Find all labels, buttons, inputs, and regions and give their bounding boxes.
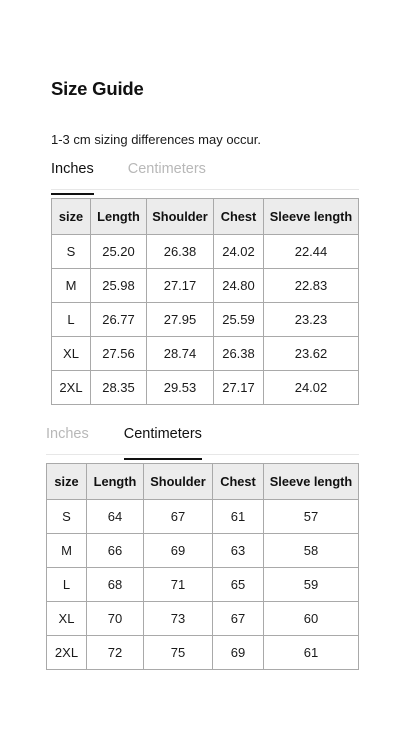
table-cell: 61 <box>264 636 359 670</box>
table-cell: 24.02 <box>264 371 359 405</box>
column-header-size: size <box>52 199 91 235</box>
table-cell: 26.77 <box>91 303 147 337</box>
unit-tabs-centimeters-section <box>46 422 359 455</box>
table-cell: 63 <box>213 534 264 568</box>
table-cell: 65 <box>213 568 264 602</box>
inches-size-table <box>51 198 359 405</box>
table-header-row <box>52 199 359 235</box>
table-cell: M <box>47 534 87 568</box>
table-cell: 60 <box>264 602 359 636</box>
table-cell: 73 <box>144 602 213 636</box>
table-cell: 69 <box>213 636 264 670</box>
table-cell: 27.95 <box>147 303 214 337</box>
table-cell: 25.98 <box>91 269 147 303</box>
table-cell: 75 <box>144 636 213 670</box>
table-cell: 26.38 <box>147 235 214 269</box>
table-cell: S <box>47 500 87 534</box>
column-header-sleeve-length: Sleeve length <box>264 464 359 500</box>
table-cell: 27.56 <box>91 337 147 371</box>
column-header-chest: Chest <box>214 199 264 235</box>
table-row <box>47 568 359 602</box>
table-cell: 72 <box>87 636 144 670</box>
sizing-note: 1-3 cm sizing differences may occur. <box>51 132 262 147</box>
table-cell: 28.74 <box>147 337 214 371</box>
table-cell: 24.02 <box>214 235 264 269</box>
table-cell: M <box>52 269 91 303</box>
table-cell: 2XL <box>52 371 91 405</box>
table-cell: 2XL <box>47 636 87 670</box>
table-cell: 23.62 <box>264 337 359 371</box>
table-cell: 26.38 <box>214 337 264 371</box>
table-row <box>52 235 359 269</box>
table-row <box>52 337 359 371</box>
column-header-shoulder: Shoulder <box>147 199 214 235</box>
tab-inches[interactable]: Inches <box>46 426 89 442</box>
table-row <box>47 500 359 534</box>
table-cell: XL <box>52 337 91 371</box>
table-cell: L <box>52 303 91 337</box>
table-cell: 22.83 <box>264 269 359 303</box>
column-header-size: size <box>47 464 87 500</box>
table-cell: 59 <box>264 568 359 602</box>
column-header-length: Length <box>91 199 147 235</box>
table-cell: 25.20 <box>91 235 147 269</box>
table-cell: 71 <box>144 568 213 602</box>
table-cell: 27.17 <box>147 269 214 303</box>
table-row <box>47 602 359 636</box>
table-row <box>52 269 359 303</box>
table-row <box>52 371 359 405</box>
centimeters-size-table <box>46 463 359 670</box>
column-header-sleeve-length: Sleeve length <box>264 199 359 235</box>
table-cell: 64 <box>87 500 144 534</box>
table-cell: 22.44 <box>264 235 359 269</box>
table-cell: 68 <box>87 568 144 602</box>
table-cell: XL <box>47 602 87 636</box>
table-cell: 67 <box>213 602 264 636</box>
table-cell: 57 <box>264 500 359 534</box>
tab-centimeters[interactable]: Centimeters <box>124 422 202 454</box>
table-cell: 25.59 <box>214 303 264 337</box>
table-cell: 27.17 <box>214 371 264 405</box>
table-cell: 67 <box>144 500 213 534</box>
unit-tabs-inches-section <box>51 157 359 190</box>
table-row <box>47 534 359 568</box>
tab-inches[interactable]: Inches <box>51 157 94 189</box>
page-title: Size Guide <box>51 78 144 99</box>
table-cell: 58 <box>264 534 359 568</box>
table-cell: 69 <box>144 534 213 568</box>
column-header-length: Length <box>87 464 144 500</box>
table-cell: 66 <box>87 534 144 568</box>
table-cell: 24.80 <box>214 269 264 303</box>
table-cell: 70 <box>87 602 144 636</box>
tab-centimeters[interactable]: Centimeters <box>127 161 206 177</box>
table-cell: 29.53 <box>147 371 214 405</box>
table-header-row <box>47 464 359 500</box>
table-cell: 23.23 <box>264 303 359 337</box>
table-cell: 28.35 <box>91 371 147 405</box>
table-row <box>52 303 359 337</box>
column-header-chest: Chest <box>213 464 264 500</box>
table-cell: 61 <box>213 500 264 534</box>
column-header-shoulder: Shoulder <box>144 464 213 500</box>
table-cell: S <box>52 235 91 269</box>
table-row <box>47 636 359 670</box>
table-cell: L <box>47 568 87 602</box>
